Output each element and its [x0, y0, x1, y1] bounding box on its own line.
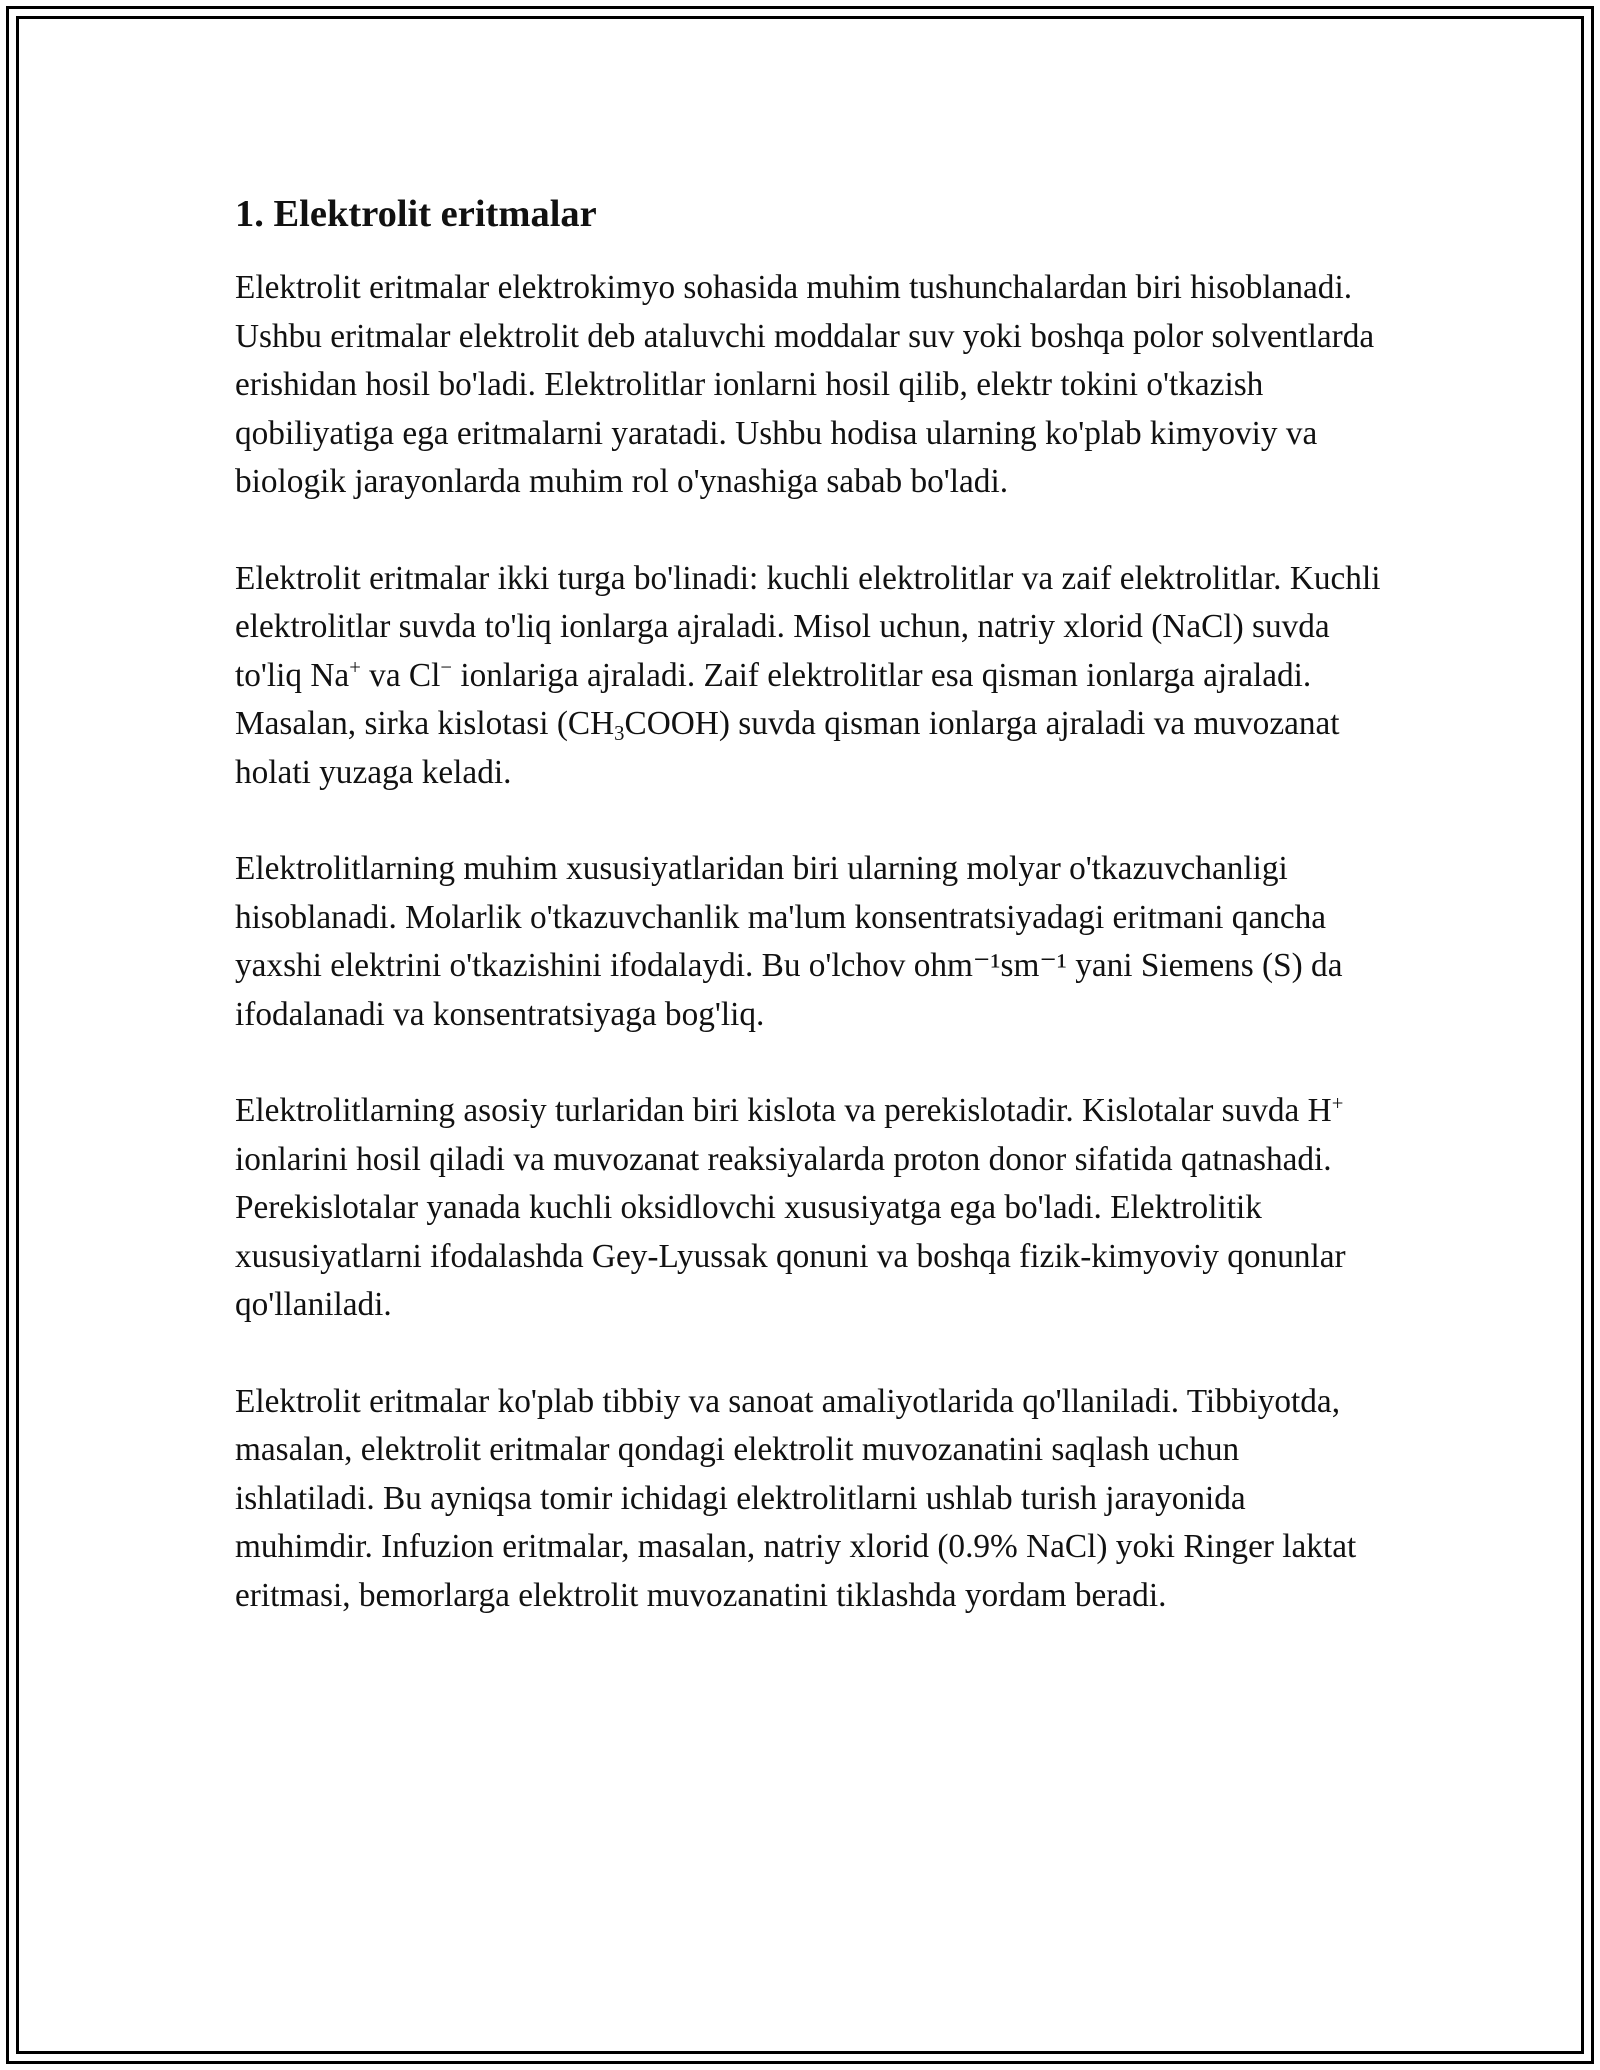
paragraph-3: Elektrolitlarning muhim xususiyatlaridan biri ularning molyar o'tkazuvchanligi hisoblanadi. Molarlik o'tkazuvchanlik ma'lum konsentratsiyadagi eritmani qancha yaxshi elektrini o'tkazishini ifodalaydi. Bu o'lchov ohm⁻¹sm⁻¹ yani Siemens (S) da ifodalanadi va konsentratsiyaga bog'liq. — [235, 850, 1343, 1033]
hydrogen-ion-charge: + — [1331, 1092, 1344, 1115]
paragraph-4-text-2: ionlarini hosil qiladi va muvozanat reaksiyalarda proton donor sifatida qatnashadi. Perekislotalar yanada kuchli oksidlovchi xususiyatga ega bo'ladi. Elektrolitik xususiyatlarni ifodalashda Gey-Lyussak qonuni va boshqa fizik-kimyoviy qonunlar qo'llaniladi. — [235, 1140, 1346, 1323]
paragraph-4-text-1: Elektrolitlarning asosiy turlaridan biri kislota va perekislotadir. Kislotalar suvda H — [235, 1092, 1332, 1129]
methyl-subscript: 3 — [614, 722, 625, 745]
paragraph-2-text-3: ionlariga ajraladi. Zaif elektrolitlar esa qisman ionlarga ajraladi. Masalan, sirka kislotasi (CH — [235, 656, 1312, 742]
paragraph-5: Elektrolit eritmalar ko'plab tibbiy va sanoat amaliyotlarida qo'llaniladi. Tibbiyotda, masalan, elektrolit eritmalar qondagi elektrolit muvozanatini saqlash uchun ishlatiladi. Bu ayniqsa tomir ichidagi elektrolitlarni ushlab turish jarayonida muhimdir. Infuzion eritmalar, masalan, natriy xlorid (0.9% NaCl) yoki Ringer laktat eritmasi, bemorlarga elektrolit muvozanatini tiklashda yordam beradi. — [235, 1382, 1357, 1614]
paragraph-2-text-2: va Cl — [360, 656, 441, 694]
chloride-ion-charge: − — [440, 657, 453, 680]
paragraph-4 — [235, 1087, 1385, 1330]
document-body — [235, 186, 1385, 1668]
paragraph-2 — [235, 555, 1385, 798]
paragraph-1: Elektrolit eritmalar elektrokimyo sohasida muhim tushunchalardan biri hisoblanadi. Ushbu eritmalar elektrolit deb ataluvchi moddalar suv yoki boshqa polor solventlarda erishidan hosil bo'ladi. Elektrolitlar ionlarni hosil qilib, elektr tokini o'tkazish qobiliyatiga ega eritmalarni yaratadi. Ushbu hodisa ularning ko'plab kimyoviy va biologik jarayonlarda muhim rol o'ynashiga sabab bo'ladi. — [235, 269, 1375, 500]
sodium-ion-charge: + — [349, 657, 361, 680]
section-heading: 1. Elektrolit eritmalar — [235, 193, 597, 235]
paragraph-2-text-4: COOH) suvda qisman ionlarga ajraladi va muvozanat holati yuzaga keladi. — [235, 705, 1340, 791]
paragraph-2-text-1: Elektrolit eritmalar ikki turga bo'linadi: kuchli elektrolitlar va zaif elektrolitlar. Kuchli elektrolitlar suvda to'liq ionlarga ajraladi. Misol uchun, natriy xlorid (NaCl) suvda to'liq Na — [235, 559, 1381, 694]
